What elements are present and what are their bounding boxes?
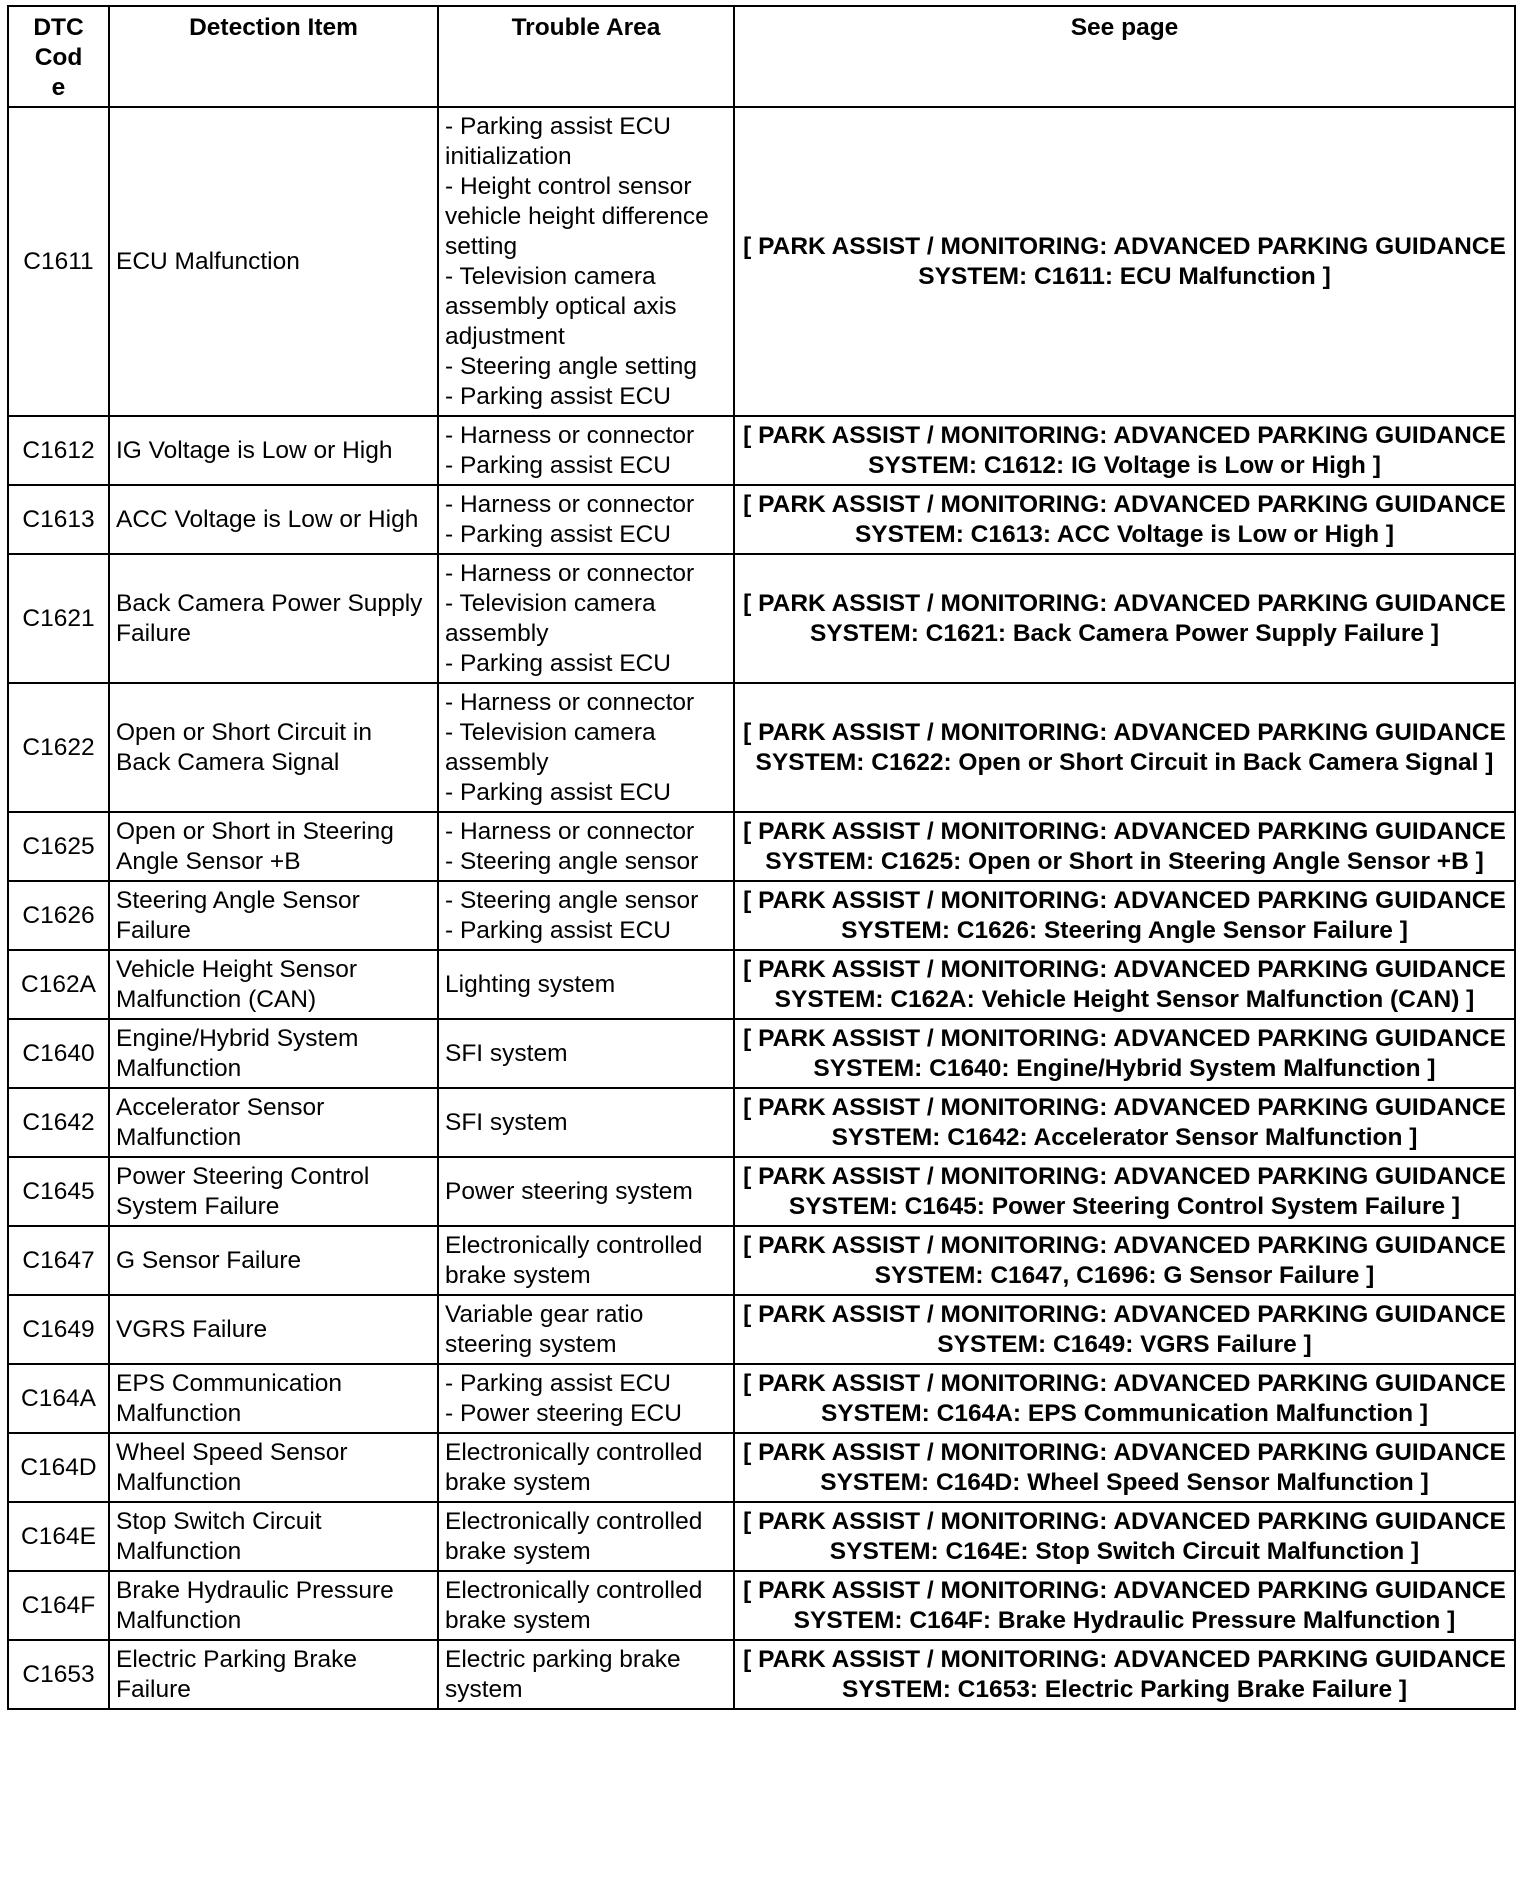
see-page-link[interactable]: [ PARK ASSIST / MONITORING: ADVANCED PARKING GUIDANCE SYSTEM: C162A: Vehicle Height Sensor Malfunction (CAN) ] xyxy=(734,950,1515,1019)
table-row xyxy=(8,1088,1515,1157)
trouble-area-line: Variable gear ratio steering system xyxy=(445,1301,644,1358)
dtc-code-cell: C1626 xyxy=(8,881,109,950)
table-row xyxy=(8,1640,1515,1709)
table-row xyxy=(8,1502,1515,1571)
table-row xyxy=(8,1295,1515,1364)
see-page-link[interactable]: [ PARK ASSIST / MONITORING: ADVANCED PARKING GUIDANCE SYSTEM: C1626: Steering Angle Sensor Failure ] xyxy=(734,881,1515,950)
dtc-code-cell: C164F xyxy=(8,1571,109,1640)
see-page-link[interactable]: [ PARK ASSIST / MONITORING: ADVANCED PARKING GUIDANCE SYSTEM: C1647, C1696: G Sensor Failure ] xyxy=(734,1226,1515,1295)
trouble-area-cell xyxy=(438,107,734,416)
header-trouble-area: Trouble Area xyxy=(438,6,734,107)
detection-item-cell: VGRS Failure xyxy=(109,1295,438,1364)
trouble-area-line: - Steering angle sensor xyxy=(445,887,699,914)
trouble-area-line: - Television camera assembly xyxy=(445,719,656,776)
see-page-link[interactable]: [ PARK ASSIST / MONITORING: ADVANCED PARKING GUIDANCE SYSTEM: C1611: ECU Malfunction ] xyxy=(734,107,1515,416)
detection-item-cell: Stop Switch Circuit Malfunction xyxy=(109,1502,438,1571)
dtc-code-cell: C1647 xyxy=(8,1226,109,1295)
trouble-area-line: Lighting system xyxy=(445,971,616,998)
dtc-code-cell: C1642 xyxy=(8,1088,109,1157)
see-page-link[interactable]: [ PARK ASSIST / MONITORING: ADVANCED PARKING GUIDANCE SYSTEM: C1621: Back Camera Power Supply Failure ] xyxy=(734,554,1515,683)
header-see-page: See page xyxy=(734,6,1515,107)
see-page-link[interactable]: [ PARK ASSIST / MONITORING: ADVANCED PARKING GUIDANCE SYSTEM: C164F: Brake Hydraulic Pressure Malfunction ] xyxy=(734,1571,1515,1640)
trouble-area-line: - Power steering ECU xyxy=(445,1400,682,1427)
see-page-link[interactable]: [ PARK ASSIST / MONITORING: ADVANCED PARKING GUIDANCE SYSTEM: C1613: ACC Voltage is Low or High ] xyxy=(734,485,1515,554)
detection-item-cell: ECU Malfunction xyxy=(109,107,438,416)
table-row xyxy=(8,1364,1515,1433)
trouble-area-cell xyxy=(438,1226,734,1295)
dtc-code-cell: C1611 xyxy=(8,107,109,416)
trouble-area-line: - Parking assist ECU xyxy=(445,521,672,548)
dtc-code-cell: C164D xyxy=(8,1433,109,1502)
trouble-area-line: - Harness or connector xyxy=(445,422,695,449)
trouble-area-line: - Parking assist ECU xyxy=(445,650,672,677)
table-row xyxy=(8,1157,1515,1226)
see-page-link[interactable]: [ PARK ASSIST / MONITORING: ADVANCED PARKING GUIDANCE SYSTEM: C1625: Open or Short in Steering Angle Sensor +B ] xyxy=(734,812,1515,881)
dtc-table xyxy=(7,5,1516,1710)
trouble-area-line: Electric parking brake system xyxy=(445,1646,681,1703)
see-page-link[interactable]: [ PARK ASSIST / MONITORING: ADVANCED PARKING GUIDANCE SYSTEM: C1649: VGRS Failure ] xyxy=(734,1295,1515,1364)
table-row xyxy=(8,950,1515,1019)
trouble-area-line: - Television camera assembly optical axis adjustment xyxy=(445,263,677,350)
trouble-area-line: - Height control sensor vehicle height difference setting xyxy=(445,173,709,260)
detection-item-cell: Open or Short Circuit in Back Camera Signal xyxy=(109,683,438,812)
dtc-code-cell: C1612 xyxy=(8,416,109,485)
detection-item-cell: Electric Parking Brake Failure xyxy=(109,1640,438,1709)
trouble-area-cell xyxy=(438,1640,734,1709)
table-body xyxy=(8,107,1515,1709)
trouble-area-line: - Television camera assembly xyxy=(445,590,656,647)
trouble-area-line: - Harness or connector xyxy=(445,689,695,716)
trouble-area-cell xyxy=(438,812,734,881)
detection-item-cell: Open or Short in Steering Angle Sensor +B xyxy=(109,812,438,881)
header-row xyxy=(8,6,1515,107)
see-page-link[interactable]: [ PARK ASSIST / MONITORING: ADVANCED PARKING GUIDANCE SYSTEM: C1622: Open or Short Circuit in Back Camera Signal ] xyxy=(734,683,1515,812)
trouble-area-cell xyxy=(438,1019,734,1088)
trouble-area-cell xyxy=(438,1088,734,1157)
table-row xyxy=(8,485,1515,554)
see-page-link[interactable]: [ PARK ASSIST / MONITORING: ADVANCED PARKING GUIDANCE SYSTEM: C1653: Electric Parking Brake Failure ] xyxy=(734,1640,1515,1709)
trouble-area-line: Electronically controlled brake system xyxy=(445,1439,703,1496)
detection-item-cell: Power Steering Control System Failure xyxy=(109,1157,438,1226)
table-row xyxy=(8,554,1515,683)
table-row xyxy=(8,1571,1515,1640)
dtc-code-cell: C1621 xyxy=(8,554,109,683)
trouble-area-line: - Parking assist ECU xyxy=(445,779,672,806)
trouble-area-cell xyxy=(438,1364,734,1433)
trouble-area-cell xyxy=(438,683,734,812)
trouble-area-line: - Harness or connector xyxy=(445,491,695,518)
dtc-code-cell: C164A xyxy=(8,1364,109,1433)
detection-item-cell: EPS Communication Malfunction xyxy=(109,1364,438,1433)
see-page-link[interactable]: [ PARK ASSIST / MONITORING: ADVANCED PARKING GUIDANCE SYSTEM: C164D: Wheel Speed Sensor Malfunction ] xyxy=(734,1433,1515,1502)
detection-item-cell: ACC Voltage is Low or High xyxy=(109,485,438,554)
dtc-code-cell: C1649 xyxy=(8,1295,109,1364)
detection-item-cell: G Sensor Failure xyxy=(109,1226,438,1295)
trouble-area-line: Electronically controlled brake system xyxy=(445,1232,703,1289)
detection-item-cell: Brake Hydraulic Pressure Malfunction xyxy=(109,1571,438,1640)
see-page-link[interactable]: [ PARK ASSIST / MONITORING: ADVANCED PARKING GUIDANCE SYSTEM: C1612: IG Voltage is Low or High ] xyxy=(734,416,1515,485)
table-row xyxy=(8,107,1515,416)
trouble-area-line: - Parking assist ECU xyxy=(445,383,672,410)
see-page-link[interactable]: [ PARK ASSIST / MONITORING: ADVANCED PARKING GUIDANCE SYSTEM: C1645: Power Steering Control System Failure ] xyxy=(734,1157,1515,1226)
dtc-code-cell: C1625 xyxy=(8,812,109,881)
trouble-area-line: - Parking assist ECU xyxy=(445,917,672,944)
trouble-area-cell xyxy=(438,881,734,950)
trouble-area-line: - Parking assist ECU xyxy=(445,452,672,479)
detection-item-cell: Accelerator Sensor Malfunction xyxy=(109,1088,438,1157)
table-row xyxy=(8,1433,1515,1502)
trouble-area-line: Electronically controlled brake system xyxy=(445,1508,703,1565)
detection-item-cell: Vehicle Height Sensor Malfunction (CAN) xyxy=(109,950,438,1019)
dtc-code-cell: C164E xyxy=(8,1502,109,1571)
dtc-code-cell: C1645 xyxy=(8,1157,109,1226)
trouble-area-cell xyxy=(438,950,734,1019)
header-detection-item: Detection Item xyxy=(109,6,438,107)
detection-item-cell: IG Voltage is Low or High xyxy=(109,416,438,485)
trouble-area-line: SFI system xyxy=(445,1040,568,1067)
trouble-area-line: - Steering angle setting xyxy=(445,353,697,380)
see-page-link[interactable]: [ PARK ASSIST / MONITORING: ADVANCED PARKING GUIDANCE SYSTEM: C164A: EPS Communication Malfunction ] xyxy=(734,1364,1515,1433)
detection-item-cell: Steering Angle Sensor Failure xyxy=(109,881,438,950)
table-row xyxy=(8,881,1515,950)
header-dtc-code: DTC Code xyxy=(8,6,109,107)
trouble-area-cell xyxy=(438,1433,734,1502)
trouble-area-cell xyxy=(438,1502,734,1571)
table-row xyxy=(8,1019,1515,1088)
see-page-link[interactable]: [ PARK ASSIST / MONITORING: ADVANCED PARKING GUIDANCE SYSTEM: C1642: Accelerator Sensor Malfunction ] xyxy=(734,1088,1515,1157)
dtc-code-cell: C1613 xyxy=(8,485,109,554)
trouble-area-cell xyxy=(438,416,734,485)
trouble-area-line: - Harness or connector xyxy=(445,560,695,587)
trouble-area-line: Power steering system xyxy=(445,1178,693,1205)
detection-item-cell: Back Camera Power Supply Failure xyxy=(109,554,438,683)
trouble-area-line: SFI system xyxy=(445,1109,568,1136)
trouble-area-line: - Parking assist ECU initialization xyxy=(445,113,672,170)
table-row xyxy=(8,812,1515,881)
trouble-area-cell xyxy=(438,1571,734,1640)
trouble-area-cell xyxy=(438,1157,734,1226)
detection-item-cell: Wheel Speed Sensor Malfunction xyxy=(109,1433,438,1502)
trouble-area-line: - Steering angle sensor xyxy=(445,848,699,875)
see-page-link[interactable]: [ PARK ASSIST / MONITORING: ADVANCED PARKING GUIDANCE SYSTEM: C1640: Engine/Hybrid System Malfunction ] xyxy=(734,1019,1515,1088)
dtc-code-cell: C1653 xyxy=(8,1640,109,1709)
table-row xyxy=(8,683,1515,812)
trouble-area-line: - Harness or connector xyxy=(445,818,695,845)
dtc-code-cell: C162A xyxy=(8,950,109,1019)
dtc-code-cell: C1640 xyxy=(8,1019,109,1088)
dtc-code-cell: C1622 xyxy=(8,683,109,812)
trouble-area-line: Electronically controlled brake system xyxy=(445,1577,703,1634)
see-page-link[interactable]: [ PARK ASSIST / MONITORING: ADVANCED PARKING GUIDANCE SYSTEM: C164E: Stop Switch Circuit Malfunction ] xyxy=(734,1502,1515,1571)
trouble-area-cell xyxy=(438,1295,734,1364)
trouble-area-line: - Parking assist ECU xyxy=(445,1370,672,1397)
table-row xyxy=(8,416,1515,485)
trouble-area-cell xyxy=(438,554,734,683)
trouble-area-cell xyxy=(438,485,734,554)
table-row xyxy=(8,1226,1515,1295)
detection-item-cell: Engine/Hybrid System Malfunction xyxy=(109,1019,438,1088)
